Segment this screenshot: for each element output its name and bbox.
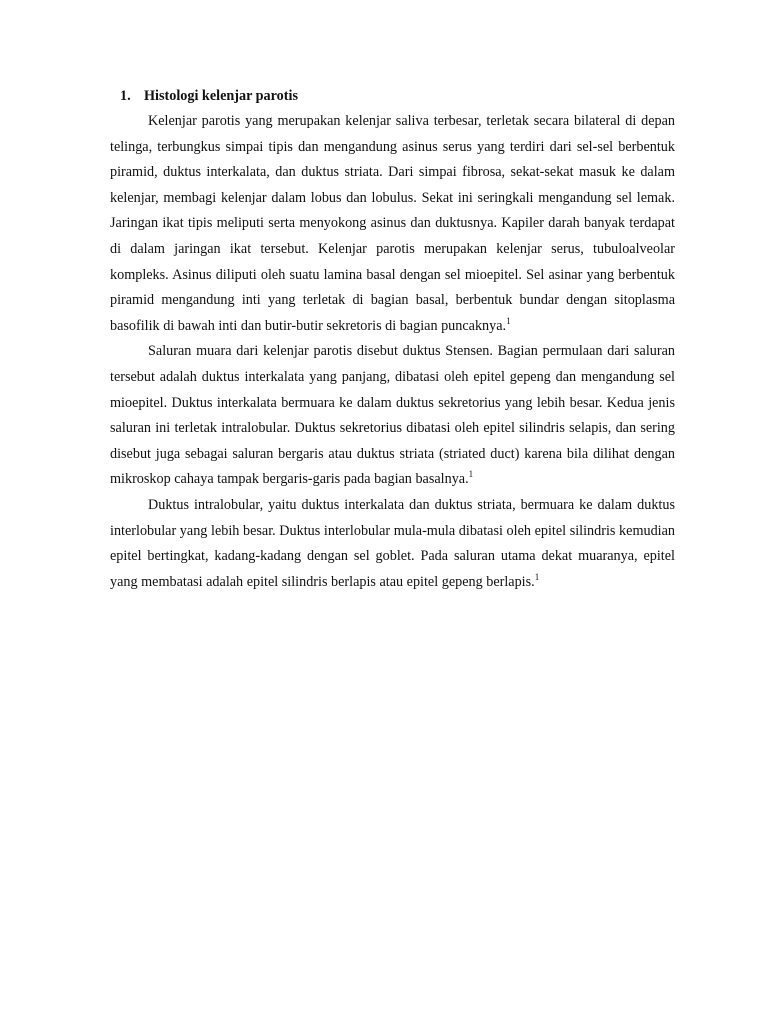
paragraph-2	[110, 339, 675, 493]
paragraph-2-text: Saluran muara dari kelenjar parotis disebut duktus Stensen. Bagian permulaan dari saluran tersebut adalah duktus interkalata yang panjang, dibatasi oleh epitel gepeng dan mengandung sel mioepitel. Duktus interkalata bermuara ke dalam duktus sekretorius yang lebih besar. Kedua jenis saluran ini terletak intralobular. Duktus sekretorius dibatasi oleh epitel silindris selapis, dan sering disebut juga sebagai saluran bergaris atau duktus striata (striated duct) karena bila dilihat dengan mikroskop cahaya tampak bergaris-garis pada bagian basalnya.	[110, 343, 675, 488]
paragraph-3	[110, 493, 675, 595]
section-heading	[120, 84, 675, 109]
paragraph-2-footnote-ref: 1	[468, 469, 474, 480]
paragraph-1-footnote-ref: 1	[506, 315, 511, 326]
section-title: Histologi kelenjar parotis	[144, 88, 298, 104]
paragraph-3-footnote-ref: 1	[534, 571, 540, 582]
section-number: 1.	[120, 88, 131, 104]
paragraph-3-text: Duktus intralobular, yaitu duktus interkalata dan duktus striata, bermuara ke dalam duktus interlobular yang lebih besar. Duktus interlobular mula-mula dibatasi oleh epitel silindris kemudian epitel bertingkat, kadang-kadang dengan sel goblet. Pada saluran utama dekat muaranya, epitel yang membatasi adalah epitel silindris berlapis atau epitel gepeng berlapis.	[110, 496, 675, 590]
paragraph-1	[110, 109, 675, 339]
document-page	[110, 84, 675, 595]
paragraph-1-text: Kelenjar parotis yang merupakan kelenjar saliva terbesar, terletak secara bilateral di depan telinga, terbungkus simpai tipis dan mengandung asinus serus yang terdiri dari sel-sel berbentuk piramid, duktus interkalata, dan duktus striata. Dari simpai fibrosa, sekat-sekat masuk ke dalam kelenjar, membagi kelenjar dalam lobus dan lobulus. Sekat ini seringkali mengandung sel lemak. Jaringan ikat tipis meliputi serta menyokong asinus dan duktusnya. Kapiler darah banyak terdapat di dalam jaringan ikat tersebut. Kelenjar parotis merupakan kelenjar serus, tubuloalveolar kompleks. Asinus diliputi oleh suatu lamina basal dengan sel mioepitel. Sel asinar yang berbentuk piramid mengandung inti yang terletak di bagian basal, berbentuk bundar dengan sitoplasma basofilik di bawah inti dan butir-butir sekretoris di bagian puncaknya.	[110, 113, 675, 334]
